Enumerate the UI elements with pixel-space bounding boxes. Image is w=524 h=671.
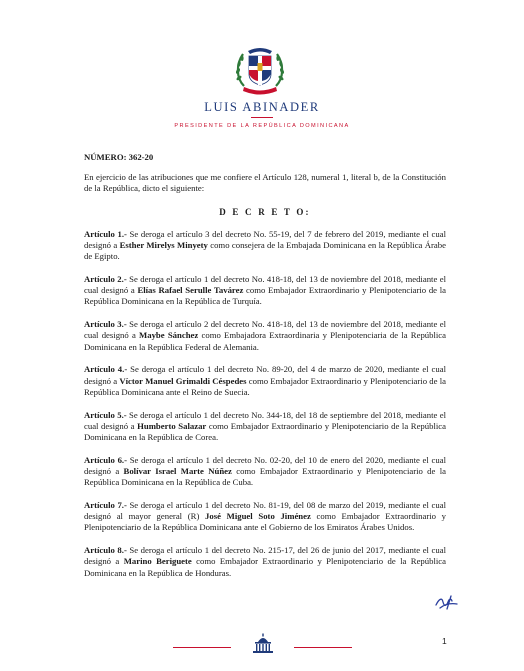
decree-heading: D E C R E T O: (219, 206, 311, 217)
designee-name: Esther Mirelys Minyety (119, 240, 208, 251)
article-text: Se deroga el artículo 1 del decreto No. 02-20, del 10 de enero del 2020, mediante el cual designó a (84, 454, 446, 477)
footer-divider-right (294, 647, 352, 648)
designee-name: Elías Rafael Serulle Tavárez (137, 285, 244, 296)
article-text: Se deroga el artículo 1 del decreto No. 89-20, del 4 de marzo de 2020, mediante el cual designó a (84, 364, 446, 386)
article-text: como Embajador Extraordinario y Plenipotenciario de la República Dominicana en la República de Turquía. (84, 285, 446, 307)
president-name: LUIS ABINADER (204, 100, 320, 114)
article-5 (84, 410, 446, 444)
decree-intro: En ejercicio de las atribuciones que me confiere el Artículo 128, numeral 1, literal b, de la Constitución de la República, dicto el siguiente: (84, 172, 446, 194)
article-1 (84, 229, 446, 263)
designee-name: Humberto Salazar (137, 420, 207, 431)
page-number: 1 (442, 636, 447, 646)
article-label: Artículo 8.- (84, 545, 127, 556)
national-palace-icon (251, 633, 275, 655)
designee-name: Marino Beriguete (123, 556, 192, 567)
article-2 (84, 274, 446, 308)
article-8 (84, 545, 446, 579)
article-text: Se deroga el artículo 2 del decreto No. 418-18, del 13 de noviembre del 2018, mediante el cual designó a (84, 319, 447, 341)
decree-body (84, 152, 446, 590)
article-label: Artículo 6.- (84, 454, 127, 465)
footer-divider-left (173, 647, 231, 648)
decree-number: NÚMERO: 362-20 (84, 152, 154, 162)
article-text: como consejera de la Embajada Dominicana en la República Árabe de Egipto. (84, 240, 446, 262)
article-text: Se deroga el artículo 1 del decreto No. 81-19, del 08 de marzo del 2019, mediante el cual designó al mayor general (R) (84, 500, 446, 522)
article-label: Artículo 2.- (84, 274, 127, 285)
article-text: como Embajador Extraordinario y Plenipotenciario de la República Dominicana ante el Reino de Suecia. (84, 375, 446, 397)
article-label: Artículo 3.- (84, 319, 127, 330)
article-text: Se deroga el artículo 3 del decreto No. 55-19, del 7 de febrero del 2019, mediante el cual designó a (84, 228, 446, 251)
signature-initial-icon (433, 593, 459, 611)
article-text: Se deroga el artículo 1 del decreto No. 215-17, del 26 de junio del 2017, mediante el cual designó a (84, 545, 446, 567)
article-7 (84, 500, 446, 534)
designee-name: Víctor Manuel Grimaldi Céspedes (119, 375, 247, 386)
article-6 (84, 455, 446, 489)
article-text: Se deroga el artículo 1 del decreto No. 344-18, del 18 de septiembre del 2018, mediante el cual designó a (84, 409, 447, 431)
article-text: como Embajador Extraordinario y Plenipotenciario de la República Dominicana ante el Gobierno de los Emiratos Árabes Unidos. (84, 511, 446, 533)
header-divider (251, 117, 273, 118)
article-label: Artículo 4.- (84, 364, 128, 375)
designee-name: Maybe Sánchez (139, 330, 199, 341)
article-text: Se deroga el artículo 1 del decreto No. 418-18, del 13 de noviembre del 2018, mediante el cual designó a (84, 274, 447, 296)
article-4 (84, 364, 446, 398)
article-3 (84, 319, 446, 353)
designee-name: Bolívar Israel Marte Núñez (123, 466, 232, 477)
article-text: como Embajadora Extraordinaria y Plenipotenciaria de la República Dominicana en la República Federal de Alemania. (84, 330, 447, 352)
designee-name: José Miguel Soto Jiménez (205, 511, 311, 522)
article-text: como Embajador Extraordinario y Plenipotenciario de la República Dominicana en la República de Corea. (84, 420, 446, 443)
article-label: Artículo 1.- (84, 228, 127, 239)
article-text: como Embajador Extraordinario y Plenipotenciario de la República Dominicana en la República de Honduras. (84, 556, 446, 578)
coat-of-arms-icon (230, 40, 290, 98)
article-label: Artículo 7.- (84, 500, 127, 511)
article-label: Artículo 5.- (84, 409, 127, 420)
president-title: PRESIDENTE DE LA REPÚBLICA DOMINICANA (174, 123, 350, 129)
article-text: como Embajador Extraordinario y Plenipotenciario de la República Dominicana en la República de Cuba. (84, 466, 446, 488)
